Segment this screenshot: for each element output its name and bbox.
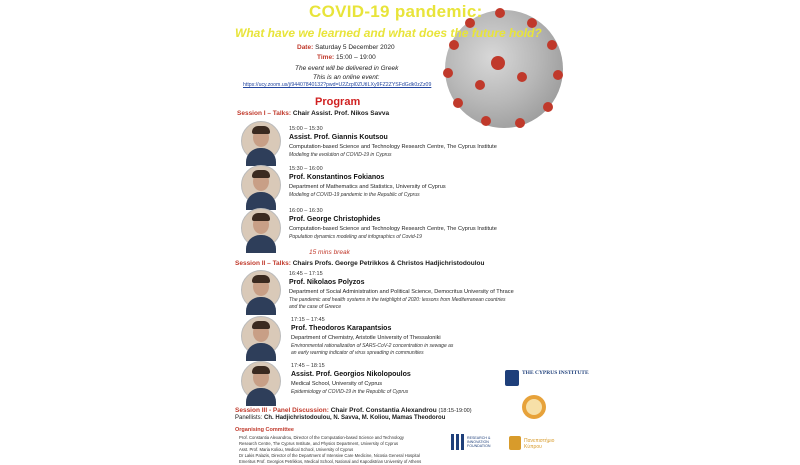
poster-subtitle: What have we learned and what does the future hold? <box>235 26 542 40</box>
zoom-link[interactable]: https://ucy.zoom.us/j/94407840132?pwd=U2Zzpl0ZUtILXy9FZ2ZYSFdGdk0zZz09 <box>243 82 432 88</box>
speaker-photo <box>241 361 281 401</box>
organiser-line: Asst. Prof. Maria Koliou, Medical School, University of Cyprus <box>239 447 354 452</box>
speaker-affiliation: Medical School, University of Cyprus <box>291 381 383 387</box>
research-innovation-foundation-logo: RESEARCH & INNOVATION FOUNDATION <box>451 432 507 454</box>
speaker-affiliation: Department of Chemistry, Aristotle University of Thessaloniki <box>291 335 441 341</box>
organiser-line: Research Centre, The Cyprus Institute, and Physics Department, University of Cyprus <box>239 441 399 446</box>
talk-time: 17:15 – 17:45 <box>291 317 325 323</box>
organiser-line: Prof. Constantia Alexandrou, Director of the Computation-based Science and Technology <box>239 435 404 440</box>
talk-topic: Modeling of COVID-19 pandemic in the Republic of Cyprus <box>289 192 420 198</box>
speaker-affiliation: Department of Mathematics and Statistics, University of Cyprus <box>289 184 446 190</box>
talk-topic: Environmental rationalization of SARS-CoV-2 concentration in sewage as <box>291 343 454 349</box>
organiser-line: Dr Lakis Palazis, Director of the Department of Intensive Care Medicine, Nicosia General Hospital <box>239 453 420 458</box>
speaker-photo <box>241 270 281 310</box>
online-event-note: This is an online event: <box>313 74 380 81</box>
talk-time: 16:45 – 17:15 <box>289 271 323 277</box>
talk-time: 16:00 – 16:30 <box>289 208 323 214</box>
talk-time: 17:45 – 18:15 <box>291 363 325 369</box>
speaker-name: Assist. Prof. Georgios Nikolopoulos <box>291 371 411 378</box>
speaker-photo <box>241 316 281 356</box>
speaker-name: Assist. Prof. Giannis Koutsou <box>289 134 388 141</box>
speaker-name: Prof. George Christophides <box>289 216 381 223</box>
speaker-name: Prof. Konstantinos Fokianos <box>289 174 385 181</box>
speaker-name: Prof. Nikolaos Polyzos <box>289 279 365 286</box>
speaker-photo <box>241 165 281 205</box>
session-3-header: Session III - Panel Discussion: Chair Prof. Constantia Alexandrou (18:15-19:00) <box>235 407 472 414</box>
organising-committee-title: Organising Committee <box>235 427 294 433</box>
event-time: Time: 15:00 – 19:00 <box>317 54 376 61</box>
speaker-affiliation: Computation-based Science and Technology Research Centre, The Cyprus Institute <box>289 226 497 232</box>
talk-topic: Epidemiology of COVID-19 in the Republic of Cyprus <box>291 389 409 395</box>
cyprus-institute-logo: THE CYPRUS INSTITUTE <box>505 368 569 390</box>
speaker-affiliation: Department of Social Administration and Political Science, Democritus University of Thrace <box>289 289 514 295</box>
talk-time: 15:30 – 16:00 <box>289 166 323 172</box>
organiser-line: Emeritus Prof. Georgios Petrikkos, Medical School, National and Kapodistrian University of Athens <box>239 459 422 464</box>
talk-topic-cont: and the case of Greece <box>289 304 341 310</box>
speaker-photo <box>241 208 281 248</box>
session-2-header: Session II – Talks: Chairs Profs. George Petrikkos & Christos Hadjichristodoulou <box>235 260 485 267</box>
poster-title: COVID-19 pandemic: <box>309 2 483 21</box>
speaker-affiliation: Computation-based Science and Technology Research Centre, The Cyprus Institute <box>289 144 497 150</box>
talk-topic: Population dynamics modeling and infographics of Covid-19 <box>289 234 422 240</box>
program-heading: Program <box>315 96 361 108</box>
university-of-cyprus-logo: Πανεπιστήμιο Κύπρου <box>509 434 571 456</box>
hospital-seal-logo <box>522 395 546 419</box>
talk-topic: The pandemic and health systems in the twighlight of 2020: lessons from Mediterranean countries <box>289 297 506 303</box>
break-note: 15 mins break <box>309 249 350 256</box>
session-1-header: Session I – Talks: Chair Assist. Prof. Nikos Savva <box>237 110 390 117</box>
talk-time: 15:00 – 15:30 <box>289 126 323 132</box>
speaker-name: Prof. Theodoros Karapantsios <box>291 325 392 332</box>
event-date: Date: Saturday 5 December 2020 <box>297 44 395 51</box>
event-poster <box>229 0 589 465</box>
event-language: The event will be delivered in Greek <box>295 65 399 72</box>
speaker-photo <box>241 121 281 161</box>
panellists: Panellists: Ch. Hadjichristodoulou, N. Savva, M. Koliou, Mamas Theodorou <box>235 415 446 421</box>
talk-topic: Modeling the evolution of COVID-19 in Cyprus <box>289 152 392 158</box>
talk-topic-cont: an early warning indicator of virus spreading in communities <box>291 350 424 356</box>
